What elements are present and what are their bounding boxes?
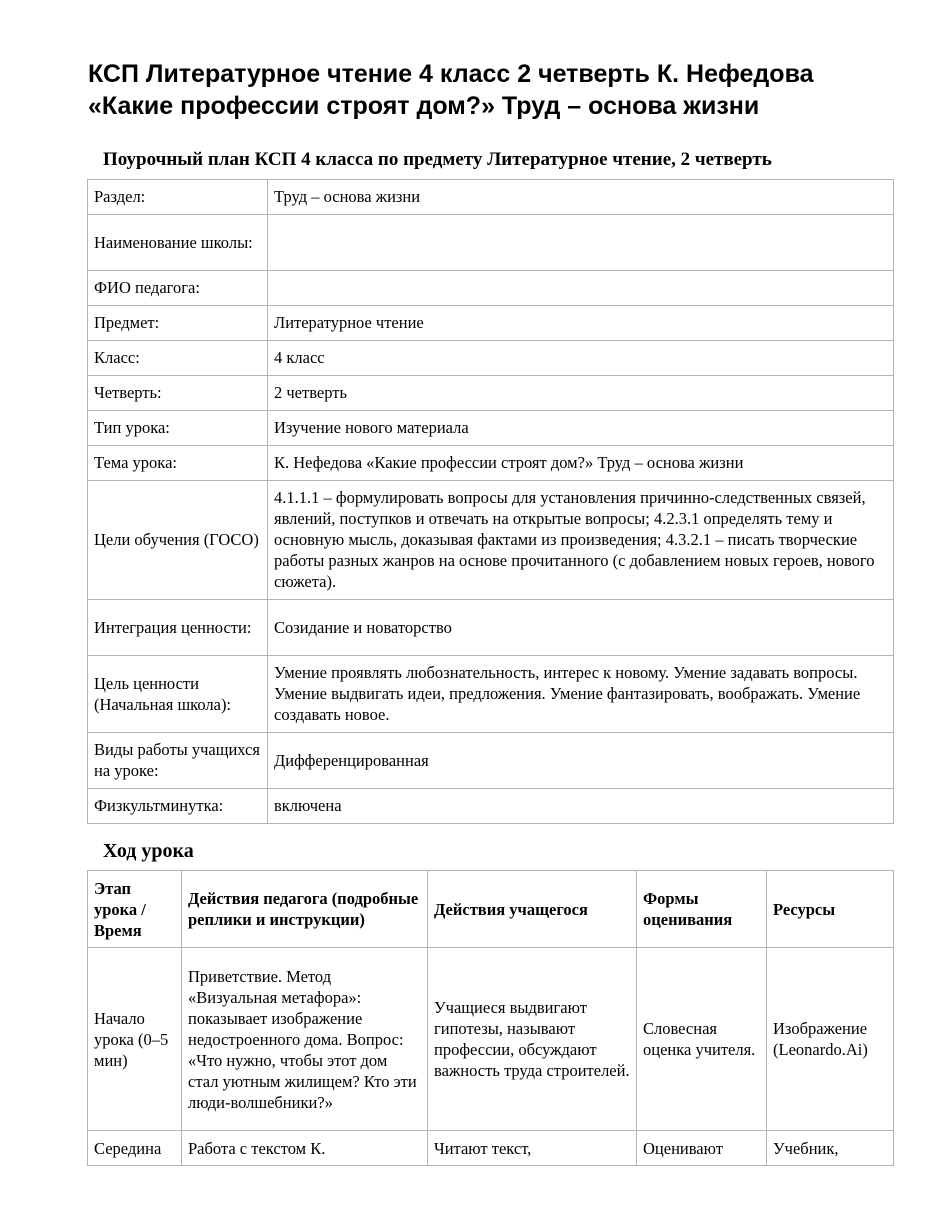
info-value: Умение проявлять любознательность, интерес к новому. Умение задавать вопросы. Умение выдвигать идеи, предложения. Умение фантазировать, воображать. Умение создавать новое. — [268, 656, 894, 733]
info-value: Созидание и новаторство — [268, 600, 894, 656]
info-label: Класс: — [88, 341, 268, 376]
document-title-line-1: КСП Литературное чтение 4 класс 2 четверть К. Нефедова — [88, 60, 814, 88]
header-teacher-actions: Действия педагога (подробные реплики и инструкции) — [182, 871, 428, 948]
resources-cell: Изображение (Leonardo.Ai) — [767, 948, 894, 1131]
lesson-flow-table — [87, 870, 894, 1166]
info-value: Труд – основа жизни — [268, 180, 894, 215]
teacher-actions-cell: Приветствие. Метод «Визуальная метафора»: показывает изображение недостроенного дома. Вопрос: «Что нужно, чтобы этот дом стал уютным жилищем? Кто эти люди-волшебники?» — [182, 948, 428, 1131]
info-row-quarter — [88, 376, 894, 411]
info-value: 4.1.1.1 – формулировать вопросы для установления причинно-следственных связей, явлений, поступков и отвечать на открытые вопросы; 4.2.3.1 определять тему и основную мысль, доказывая фактами из произведения; 4.3.2.1 – писать творческие работы разных жанров на основе прочитанного (с добавлением новых героев, нового сюжета). — [268, 481, 894, 600]
teacher-actions-cell: Работа с текстом К. — [182, 1131, 428, 1166]
info-row-lesson-type — [88, 411, 894, 446]
info-value: 2 четверть — [268, 376, 894, 411]
document-title — [88, 58, 908, 122]
resources-cell: Учебник, — [767, 1131, 894, 1166]
info-row-work-types — [88, 733, 894, 789]
info-value — [268, 215, 894, 271]
info-value: 4 класс — [268, 341, 894, 376]
assessment-cell: Оценивают — [637, 1131, 767, 1166]
info-row-school — [88, 215, 894, 271]
info-label: Предмет: — [88, 306, 268, 341]
info-label: Тема урока: — [88, 446, 268, 481]
info-value: включена — [268, 789, 894, 824]
stage-cell: Начало урока (0–5 мин) — [88, 948, 182, 1131]
info-row-grade — [88, 341, 894, 376]
info-row-section — [88, 180, 894, 215]
info-label: Раздел: — [88, 180, 268, 215]
info-label: Цели обучения (ГОСО) — [88, 481, 268, 600]
header-stage: Этап урока / Время — [88, 871, 182, 948]
info-label: Цель ценности (Начальная школа): — [88, 656, 268, 733]
student-actions-cell: Учащиеся выдвигают гипотезы, называют профессии, обсуждают важность труда строителей. — [428, 948, 637, 1131]
header-resources: Ресурсы — [767, 871, 894, 948]
info-label: Наименование школы: — [88, 215, 268, 271]
info-value: Дифференцированная — [268, 733, 894, 789]
info-label: Интеграция ценности: — [88, 600, 268, 656]
info-row-exercise-break — [88, 789, 894, 824]
info-row-teacher — [88, 271, 894, 306]
info-label: ФИО педагога: — [88, 271, 268, 306]
info-row-value-integration — [88, 600, 894, 656]
info-row-subject — [88, 306, 894, 341]
info-row-learning-goals — [88, 481, 894, 600]
info-row-lesson-topic — [88, 446, 894, 481]
lesson-row-middle — [88, 1131, 894, 1166]
info-label: Четверть: — [88, 376, 268, 411]
info-value: Литературное чтение — [268, 306, 894, 341]
info-value: К. Нефедова «Какие профессии строят дом?» Труд – основа жизни — [268, 446, 894, 481]
info-label: Физкультминутка: — [88, 789, 268, 824]
assessment-cell: Словесная оценка учителя. — [637, 948, 767, 1131]
lesson-header-row — [88, 871, 894, 948]
info-row-value-goal — [88, 656, 894, 733]
lesson-info-table — [87, 179, 894, 824]
document-title-line-2: «Какие профессии строят дом?» Труд – основа жизни — [88, 92, 760, 120]
stage-cell: Середина — [88, 1131, 182, 1166]
info-value: Изучение нового материала — [268, 411, 894, 446]
info-label: Тип урока: — [88, 411, 268, 446]
lesson-row-start — [88, 948, 894, 1131]
info-label: Виды работы учащихся на уроке: — [88, 733, 268, 789]
header-assessment: Формы оценивания — [637, 871, 767, 948]
header-student-actions: Действия учащегося — [428, 871, 637, 948]
info-value — [268, 271, 894, 306]
plan-heading: Поурочный план КСП 4 класса по предмету Литературное чтение, 2 четверть — [103, 149, 772, 170]
lesson-flow-heading: Ход урока — [103, 840, 194, 862]
student-actions-cell: Читают текст, — [428, 1131, 637, 1166]
